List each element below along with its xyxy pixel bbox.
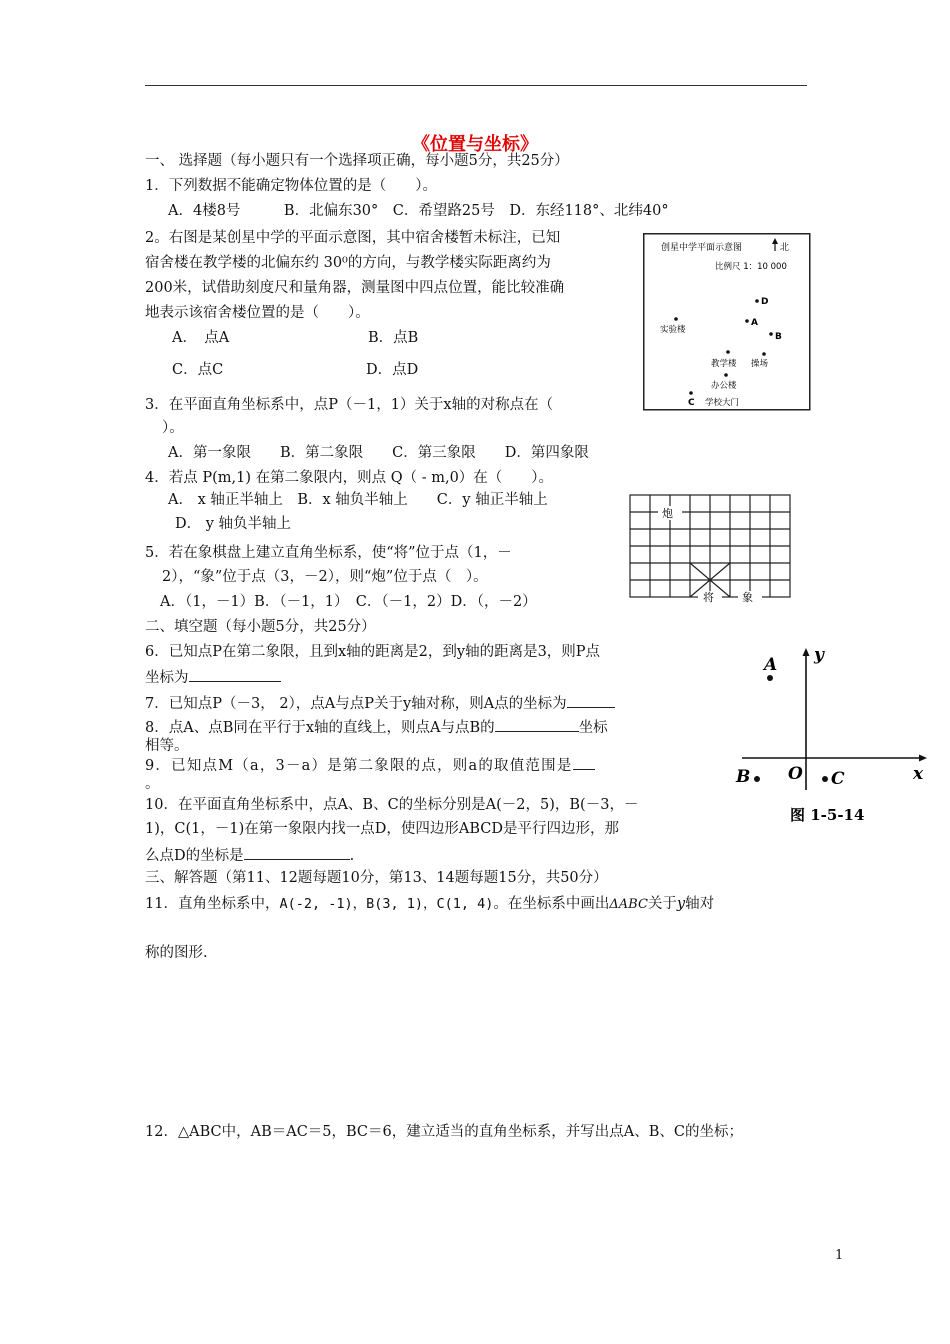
q1-options: A．4楼8号 B．北偏东30° C．希望路25号 D．东经118°、北纬40° bbox=[168, 203, 669, 219]
q2-line3: 200米，试借助刻度尺和量角器，测量图中四点位置，能比较准确 bbox=[145, 280, 565, 296]
q6-answer-blank bbox=[189, 667, 281, 682]
coordinate-figure bbox=[730, 640, 935, 830]
point-c bbox=[822, 776, 828, 782]
page-title: 《位置与坐标》 bbox=[412, 134, 538, 155]
page-number: 1 bbox=[835, 1248, 844, 1263]
map-point-field bbox=[762, 352, 766, 356]
q6-line1: 6．已知点P在第二象限，且到x轴的距离是2，到y轴的距离是3，则P点 bbox=[145, 644, 601, 660]
q9-line2: 。 bbox=[145, 776, 160, 792]
q2-line1: 2。右图是某创星中学的平面示意图，其中宿舍楼暂未标注，已知 bbox=[145, 230, 561, 246]
x-axis-arrow-icon bbox=[919, 755, 927, 762]
q2-option-c: C．点C bbox=[172, 362, 224, 378]
map-label-c: C bbox=[688, 398, 695, 408]
q10-line2: 1)，C(1，－1)在第一象限内找一点D，使四边形ABCD是平行四边形，那 bbox=[145, 821, 619, 837]
map-label-gate: 学校大门 bbox=[705, 398, 740, 408]
figure-caption: 图 1-5-14 bbox=[790, 806, 865, 824]
map-label-lab: 实验楼 bbox=[660, 325, 686, 335]
point-a-label: A bbox=[764, 655, 778, 675]
q3-line1: 3．在平面直角坐标系中，点P（－1，1）关于x轴的对称点在（ bbox=[145, 397, 554, 413]
y-axis-arrow-icon bbox=[803, 648, 810, 656]
map-label-field: 操场 bbox=[751, 359, 769, 369]
map-point-lab bbox=[674, 317, 678, 321]
q3-line2: ）。 bbox=[162, 420, 184, 436]
q10-answer-blank bbox=[244, 845, 350, 860]
q5-line2: 2），“象”位于点（3，－2），则“炮”位于点（ ）。 bbox=[162, 569, 488, 585]
origin-label: O bbox=[788, 764, 803, 784]
map-point-teach bbox=[726, 350, 730, 354]
map-label-teach: 教学楼 bbox=[711, 359, 737, 369]
q2-option-d: D．点D bbox=[366, 362, 419, 378]
map-point-b bbox=[769, 332, 773, 336]
header-rule bbox=[145, 85, 807, 86]
q4-options-row2: D． y 轴负半轴上 bbox=[175, 516, 292, 532]
x-axis-label: x bbox=[913, 764, 924, 784]
q8-line2: 相等。 bbox=[145, 738, 189, 754]
q4-options-row1: A． x 轴正半轴上 B．x 轴负半轴上 C．y 轴正半轴上 bbox=[168, 492, 548, 508]
q11-line2: 称的图形. bbox=[145, 945, 208, 961]
q6-line2: 坐标为 bbox=[145, 667, 281, 687]
q10-line3: 么点D的坐标是 . bbox=[145, 845, 354, 865]
school-map-figure bbox=[643, 233, 811, 411]
q3-options: A．第一象限 B．第二象限 C．第三象限 D．第四象限 bbox=[168, 445, 589, 461]
map-label-a: A bbox=[751, 318, 758, 328]
chess-pao: 炮 bbox=[662, 507, 673, 520]
map-label-office: 办公楼 bbox=[711, 381, 737, 391]
point-b bbox=[754, 776, 760, 782]
map-label-d: D bbox=[761, 297, 769, 307]
map-north: 北 bbox=[780, 243, 790, 253]
q8-answer-blank bbox=[495, 717, 579, 732]
y-axis-label: y bbox=[814, 645, 824, 665]
point-a bbox=[767, 675, 773, 681]
q9-line1: 9．已知点M（a，3－a）是第二象限的点，则a的取值范围是 bbox=[145, 755, 595, 775]
map-label-b: B bbox=[775, 332, 782, 342]
q12-text: 12．△ABC中，AB＝AC＝5，BC＝6，建立适当的直角坐标系，并写出点A、B、C的坐标； bbox=[145, 1124, 743, 1140]
q11-triangle: ΔABC bbox=[609, 897, 648, 912]
q7-answer-blank bbox=[567, 693, 615, 708]
map-point-c bbox=[689, 391, 693, 395]
q2-line4: 地表示该宿舍楼位置的是（ ）。 bbox=[145, 305, 370, 321]
map-point-a bbox=[745, 319, 749, 323]
q10-line1: 10．在平面直角坐标系中，点A、B、C的坐标分别是A(－2，5)，B(－3，－ bbox=[145, 797, 639, 813]
q5-options: A．（1，－1）B．（－1，1） C．（－1，2）D．（，－2） bbox=[160, 594, 537, 610]
q2-option-a: A． 点A bbox=[172, 330, 230, 346]
q2-option-b: B．点B bbox=[368, 330, 419, 346]
chess-xiang: 象 bbox=[742, 591, 753, 603]
map-point-d bbox=[755, 299, 759, 303]
q7-text: 7．已知点P（－3， 2），点A与点P关于y轴对称，则A点的坐标为 bbox=[145, 693, 615, 713]
q1-stem: 1．下列数据不能确定物体位置的是（ ）。 bbox=[145, 178, 437, 194]
q8-line1: 8．点A、点B同在平行于x轴的直线上，则点A与点B的 坐标 bbox=[145, 717, 608, 737]
q4-stem: 4．若点 P(m,1) 在第二象限内，则点 Q（ - m,0）在（ ）。 bbox=[145, 470, 554, 486]
q11-line1: 11．直角坐标系中，A(-2, -1)，B(3, 1)，C(1, 4)。在坐标系中画出ΔABC关于y轴对 bbox=[145, 896, 715, 912]
q9-answer-blank bbox=[573, 755, 595, 770]
q2-line2: 宿舍楼在教学楼的北偏东约 30⁰的方向，与教学楼实际距离约为 bbox=[145, 255, 551, 271]
chess-jiang: 将 bbox=[703, 591, 714, 603]
map-point-office bbox=[724, 373, 728, 377]
section-choice-heading: 一、 选择题（每小题只有一个选择项正确，每小题5分，共25分） bbox=[145, 153, 569, 169]
section-solve-heading: 三、解答题（第11、12题每题10分，第13、14题每题15分，共50分） bbox=[145, 870, 608, 886]
point-b-label: B bbox=[736, 767, 751, 787]
section-fill-heading: 二、填空题（每小题5分，共25分） bbox=[145, 619, 376, 635]
chess-board-figure bbox=[628, 493, 796, 603]
map-scale: 比例尺 1：10 000 bbox=[715, 262, 787, 272]
q11-coords: A(-2, -1)，B(3, 1)，C(1, 4) bbox=[279, 896, 494, 912]
map-title: 创星中学平面示意图 bbox=[661, 243, 743, 253]
point-c-label: C bbox=[831, 769, 845, 789]
q5-line1: 5．若在象棋盘上建立直角坐标系，使“将”位于点（1，－ bbox=[145, 545, 512, 561]
